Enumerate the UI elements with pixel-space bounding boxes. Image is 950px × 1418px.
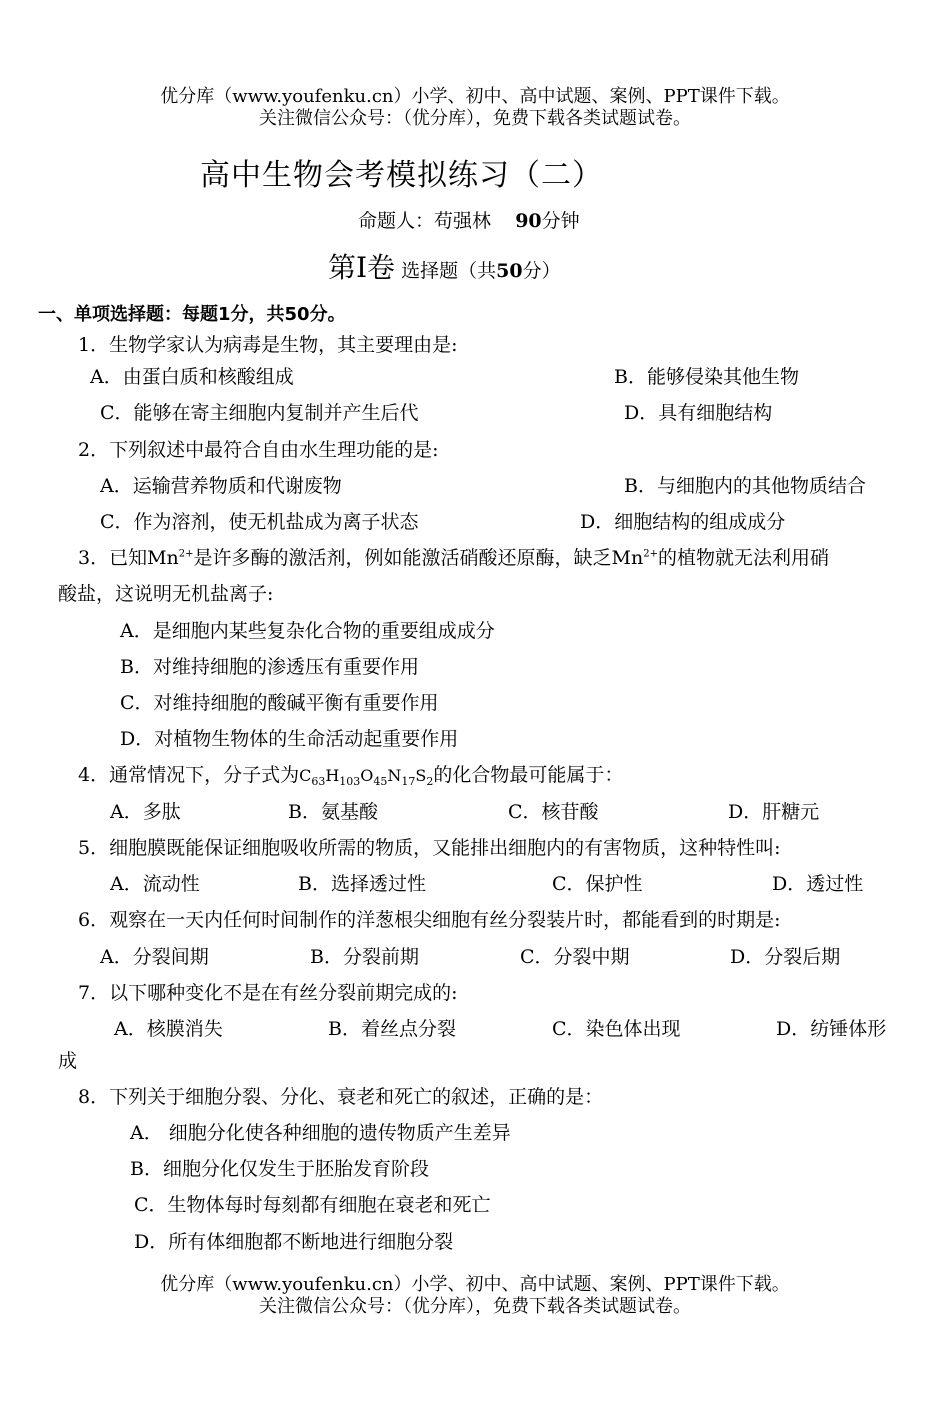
question-4-option-b: B．氨基酸 xyxy=(288,801,378,823)
question-3-option-d: D．对植物生物体的生命活动起重要作用 xyxy=(120,728,459,750)
question-5-option-b: B．选择透过性 xyxy=(298,873,426,895)
question-7-option-d: D．纺锤体形 xyxy=(776,1018,887,1040)
question-1-option-a: A．由蛋白质和核酸组成 xyxy=(90,366,294,388)
question-7-option-a: A．核膜消失 xyxy=(114,1018,223,1040)
volume-score: 50 xyxy=(496,260,523,282)
question-6-option-c: C．分裂中期 xyxy=(520,946,630,968)
question-5-option-c: C．保护性 xyxy=(552,873,643,895)
question-3-option-c: C．对维持细胞的酸碱平衡有重要作用 xyxy=(120,692,439,714)
q3-stem-part1: 3．已知Mn xyxy=(78,547,179,569)
question-6-option-d: D．分裂后期 xyxy=(730,946,841,968)
question-8-option-b: B．细胞分化仅发生于胚胎发育阶段 xyxy=(130,1158,429,1180)
header-banner-line2: 关注微信公众号：（优分库），免费下载各类试题试卷。 xyxy=(259,108,691,129)
author-label: 命题人：苟强林 xyxy=(358,210,492,232)
volume-name: 选择题（共 xyxy=(401,260,497,282)
question-2-option-d: D．细胞结构的组成成分 xyxy=(580,511,786,533)
question-1-option-d: D．具有细胞结构 xyxy=(624,402,773,424)
footer-banner-line1: 优分库（www.youfenku.cn）小学、初中、高中试题、案例、PPT课件下载。 xyxy=(160,1274,790,1295)
question-8-option-a: A． 细胞分化使各种细胞的遗传物质产生差异 xyxy=(130,1122,511,1144)
duration-value: 90 xyxy=(515,210,542,232)
question-8-option-d: D．所有体细胞都不断地进行细胞分裂 xyxy=(134,1231,454,1253)
question-2-stem: 2．下列叙述中最符合自由水生理功能的是: xyxy=(78,439,439,461)
question-7-option-b: B．着丝点分裂 xyxy=(328,1018,456,1040)
question-8-option-c: C．生物体每时每刻都有细胞在衰老和死亡 xyxy=(134,1194,491,1216)
question-4-stem xyxy=(78,760,623,788)
question-5-option-d: D．透过性 xyxy=(772,873,864,895)
question-4-option-a: A．多肽 xyxy=(110,801,181,823)
question-7-option-d-wrap: 成 xyxy=(58,1050,78,1072)
question-3-stem xyxy=(78,543,829,570)
question-6-option-a: A．分裂间期 xyxy=(100,946,209,968)
question-3-stem-line2: 酸盐，这说明无机盐离子: xyxy=(58,583,274,605)
volume-heading xyxy=(328,246,561,286)
q4-stem-part1: 4．通常情况下，分子式为 xyxy=(78,764,300,786)
exam-author-line xyxy=(358,206,580,233)
section-heading: 一、单项选择题：每题1分，共50分。 xyxy=(38,304,346,325)
question-6-option-b: B．分裂前期 xyxy=(310,946,419,968)
question-8-stem: 8．下列关于细胞分裂、分化、衰老和死亡的叙述，正确的是： xyxy=(78,1086,604,1108)
footer-banner-line2: 关注微信公众号：（优分库），免费下载各类试题试卷。 xyxy=(259,1296,691,1317)
volume-label: 第Ⅰ卷 xyxy=(328,251,396,284)
question-1-option-b: B．能够侵染其他生物 xyxy=(614,366,799,388)
volume-unit: 分） xyxy=(522,260,561,282)
q3-ion-charge-2: 2+ xyxy=(643,548,658,560)
q3-stem-part2: 是许多酶的激活剂，例如能激活硝酸还原酶，缺乏Mn xyxy=(193,547,644,569)
q3-stem-part3: 的植物就无法利用硝 xyxy=(657,547,829,569)
question-2-option-b: B．与细胞内的其他物质结合 xyxy=(624,475,866,497)
header-banner-line1: 优分库（www.youfenku.cn）小学、初中、高中试题、案例、PPT课件下载。 xyxy=(160,86,790,107)
question-1-stem: 1．生物学家认为病毒是生物，其主要理由是: xyxy=(78,334,458,356)
question-5-stem: 5．细胞膜既能保证细胞吸收所需的物质，又能排出细胞内的有害物质，这种特性叫: xyxy=(78,837,781,859)
question-5-option-a: A．流动性 xyxy=(110,873,200,895)
question-6-stem: 6．观察在一天内任何时间制作的洋葱根尖细胞有丝分裂装片时，都能看到的时期是: xyxy=(78,909,781,931)
question-7-option-c: C．染色体出现 xyxy=(552,1018,681,1040)
question-1-option-c: C．能够在寄主细胞内复制并产生后代 xyxy=(100,402,419,424)
q3-ion-charge-1: 2+ xyxy=(178,548,194,560)
question-4-option-d: D．肝糖元 xyxy=(728,801,820,823)
question-7-stem: 7．以下哪种变化不是在有丝分裂前期完成的: xyxy=(78,982,458,1004)
question-4-option-c: C．核苷酸 xyxy=(508,801,599,823)
exam-title: 高中生物会考模拟练习（二） xyxy=(200,158,603,193)
question-2-option-a: A．运输营养物质和代谢废物 xyxy=(100,475,342,497)
molecular-formula: $C_{63}H_{103}O_{45}N_{17}S_2$ xyxy=(299,766,434,789)
question-2-option-c: C．作为溶剂，使无机盐成为离子状态 xyxy=(100,511,419,533)
duration-unit: 分钟 xyxy=(541,210,580,232)
question-3-option-a: A．是细胞内某些复杂化合物的重要组成成分 xyxy=(120,620,495,642)
q4-stem-part2: 的化合物最可能属于： xyxy=(433,764,624,786)
question-3-option-b: B．对维持细胞的渗透压有重要作用 xyxy=(120,656,419,678)
